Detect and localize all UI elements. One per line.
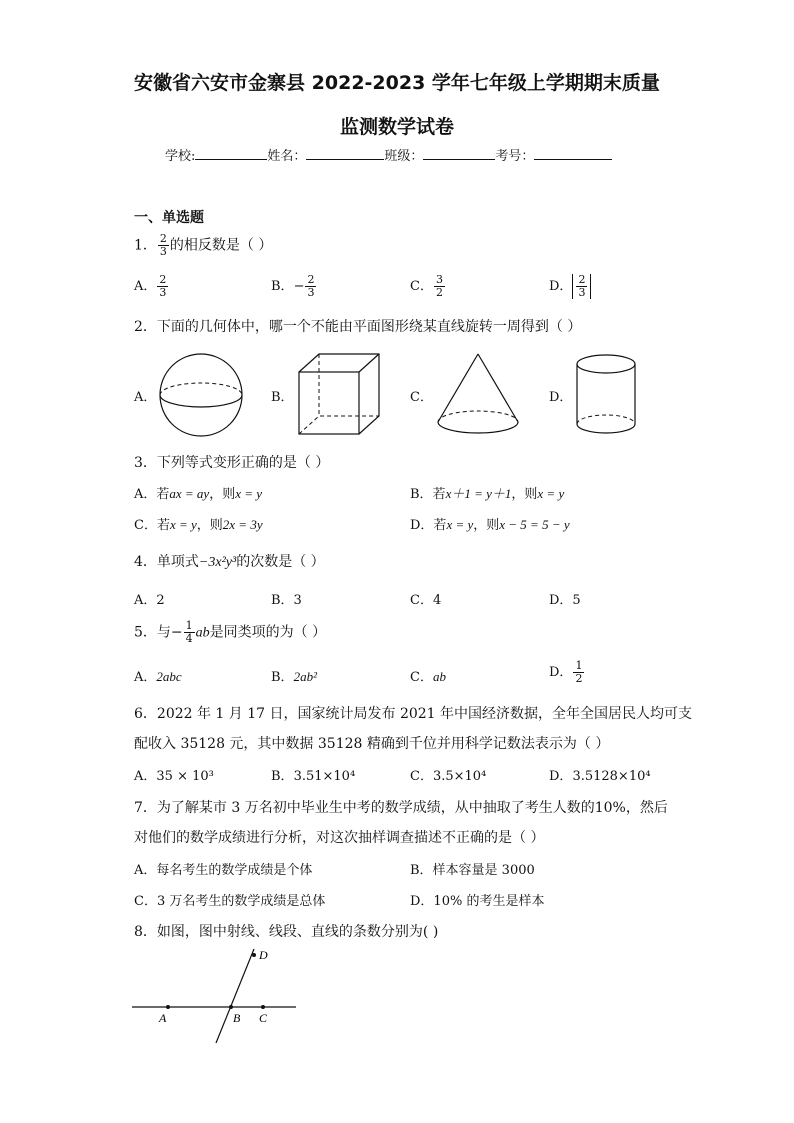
q7-option-c[interactable]: C．3 万名考生的数学成绩是总体 (134, 894, 326, 909)
school-label: 学校: (165, 149, 196, 164)
question-7-line2: 对他们的数学成绩进行分析，对这次抽样调查描述不正确的是（ ） (134, 830, 545, 846)
label-d: D (259, 948, 268, 962)
question-3: 3．下列等式变形正确的是（ ） (134, 455, 330, 471)
q1-option-a[interactable]: A． $\frac{2}{3}$ (134, 273, 167, 299)
cylinder-icon (574, 352, 640, 438)
label-c: C (259, 1011, 268, 1025)
point-c (261, 1005, 265, 1009)
q4-option-a[interactable]: A．2 (134, 593, 165, 608)
page-title: 安徽省六安市金寨县 2022-2023 学年七年级上学期期末质量 (134, 72, 660, 94)
q7-option-a[interactable]: A．每名考生的数学成绩是个体 (134, 863, 313, 878)
question-7-line1: 7．为了解某市 3 万名初中毕业生中考的数学成绩，从中抽取了考生人数的10%，然后 (134, 800, 668, 816)
q4-option-b[interactable]: B．3 (271, 593, 302, 608)
point-d (252, 953, 256, 957)
cone-icon (435, 352, 521, 438)
q5-option-a[interactable]: A．2abc (134, 669, 182, 685)
question-5: 5．与− $\frac{1}{4}$ ab是同类项的为（ ） (134, 619, 327, 645)
class-label: 班级： (384, 149, 424, 164)
q4-option-c[interactable]: C．4 (410, 593, 442, 608)
student-info-line (165, 145, 612, 164)
label-a: A (159, 1011, 167, 1025)
label-b: B (233, 1011, 241, 1025)
q5-option-c[interactable]: C．ab (410, 669, 446, 685)
q5-option-d[interactable]: D． $\frac{1}{2}$ (549, 659, 583, 685)
point-a (166, 1005, 170, 1009)
q3-option-d[interactable]: D．若x = y，则x − 5 = 5 − y (410, 517, 570, 533)
q6-option-d[interactable]: D．3.5128×10⁴ (549, 769, 651, 784)
q6-option-a[interactable]: A．35 × 10³ (134, 769, 214, 784)
q3-option-a[interactable]: A．若ax = ay，则x = y (134, 486, 263, 502)
q2-label-d[interactable]: D． (549, 390, 573, 405)
page-subtitle: 监测数学试卷 (339, 116, 454, 138)
q1-number: 1． (134, 237, 157, 254)
name-field[interactable] (306, 145, 384, 160)
class-field[interactable] (423, 145, 495, 160)
question-2: 2．下面的几何体中，哪一个不能由平面图形绕某直线旋转一周得到（ ） (134, 319, 582, 335)
sphere-icon (158, 352, 244, 438)
number-field[interactable] (534, 145, 612, 160)
q2-label-b[interactable]: B． (271, 390, 294, 405)
q1-option-b[interactable]: B．− $\frac{2}{3}$ (271, 273, 315, 299)
q1-stem: 的相反数是（ ） (169, 237, 273, 254)
name-label: 姓名： (267, 149, 307, 164)
number-label: 考号： (495, 149, 535, 164)
section-header: 一、单选题 (134, 210, 204, 226)
q6-option-b[interactable]: B．3.51×10⁴ (271, 769, 356, 784)
q7-option-d[interactable]: D．10% 的考生是样本 (410, 894, 545, 909)
q6-option-c[interactable]: C．3.5×10⁴ (410, 769, 487, 784)
question-1 (134, 233, 272, 258)
q3-option-b[interactable]: B．若x＋1 = y＋1，则x = y (410, 486, 565, 502)
cube-icon (297, 352, 383, 438)
school-field[interactable] (195, 145, 267, 160)
q1-option-d[interactable]: D． $\frac{2}{3}$ (549, 274, 591, 299)
q2-label-a[interactable]: A． (134, 390, 157, 405)
point-b (229, 1005, 233, 1009)
q1-fraction: $\frac{2}{3}$ (159, 232, 167, 258)
q1-option-c[interactable]: C． $\frac{3}{2}$ (410, 273, 443, 299)
question-6-line1: 6．2022 年 1 月 17 日，国家统计局发布 2021 年中国经济数据，全年全国居民人均可支 (134, 706, 693, 722)
line-bd (216, 949, 254, 1043)
line-ray-segment-figure (130, 945, 300, 1045)
q7-option-b[interactable]: B．样本容量是 3000 (410, 863, 535, 878)
q4-option-d[interactable]: D．5 (549, 593, 581, 608)
question-8: 8．如图，图中射线、线段、直线的条数分别为( ) (134, 924, 439, 940)
q3-option-c[interactable]: C．若x = y，则2x = 3y (134, 517, 263, 533)
question-6-line2: 配收入 35128 元，其中数据 35128 精确到千位并用科学记数法表示为（ ） (134, 736, 610, 752)
question-4: 4．单项式−3x²y³的次数是（ ） (134, 554, 325, 570)
q5-option-b[interactable]: B．2ab² (271, 669, 317, 685)
q2-label-c[interactable]: C． (410, 390, 433, 405)
